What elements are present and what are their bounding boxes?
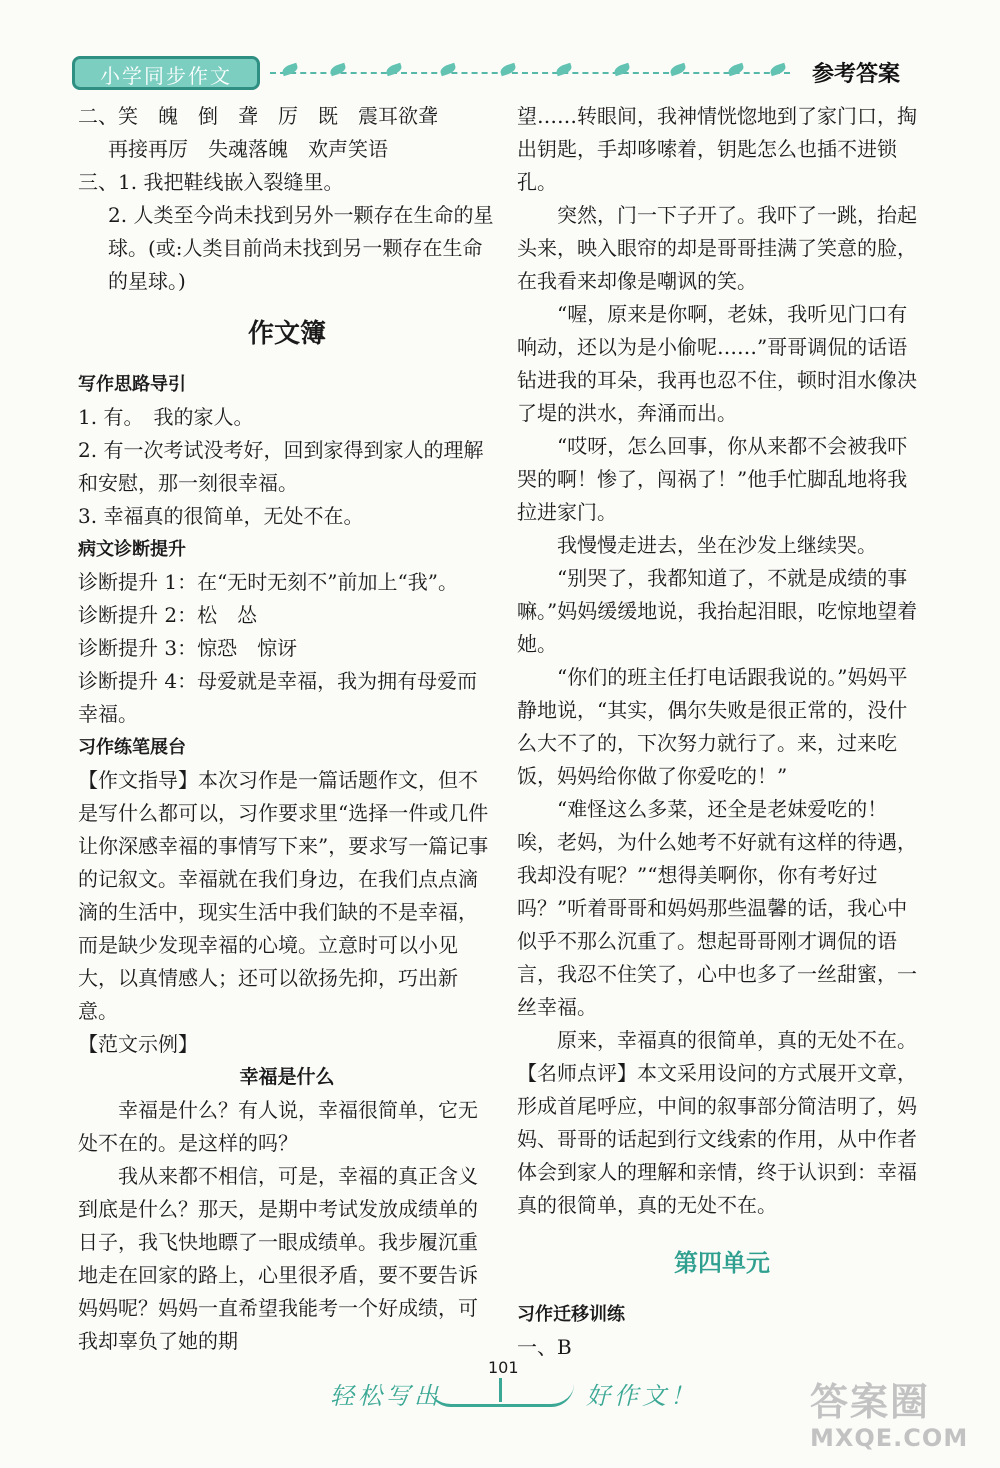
subheading: 写作思路导引 xyxy=(78,374,186,395)
example-label: 【范文示例】 xyxy=(78,1032,198,1056)
essay-paragraph: 幸福是什么？有人说，幸福很简单，它无处不在的。是这样的吗？ xyxy=(78,1098,478,1155)
page-header xyxy=(0,48,1000,98)
essay-paragraph: 望……转眼间，我神情恍惚地到了家门口，掏出钥匙，手却哆嗦着，钥匙怎么也插不进锁孔。 xyxy=(517,104,917,194)
right-column xyxy=(517,100,927,1364)
decorative-vine xyxy=(270,72,790,78)
section-title: 作文簿 xyxy=(247,319,326,349)
essay-paragraph: “哎呀，怎么回事，你从来都不会被我吓哭的啊！惨了，闯祸了！”他手忙脚乱地将我拉进家门。 xyxy=(517,434,908,524)
essay-title: 幸福是什么 xyxy=(239,1066,335,1088)
answer-line: 诊断提升 1：在“无时无刻不”前加上“我”。 xyxy=(78,570,458,594)
teacher-comment: 【名师点评】本文采用设问的方式展开文章，形成首尾呼应，中间的叙事部分简洁明了，妈妈、哥哥的话起到行文线索的作用，从中作者体会到家人的理解和亲情，终于认识到：幸福真的很简单，真的无处不在。 xyxy=(517,1061,917,1217)
subheading: 习作练笔展台 xyxy=(78,737,186,758)
watermark-bottom: MXQE.COM xyxy=(810,1424,969,1452)
essay-paragraph: 原来，幸福真的很简单，真的无处不在。 xyxy=(557,1028,917,1052)
answer-line: 诊断提升 2：松 怂 xyxy=(78,603,258,627)
essay-paragraph: 突然，门一下子开了。我吓了一跳，抬起头来，映入眼帘的却是哥哥挂满了笑意的脸，在我看来却像是嘲讽的笑。 xyxy=(517,203,917,293)
watermark xyxy=(810,1380,990,1464)
answer-line: 2. 有一次考试没考好，回到家得到家人的理解和安慰，那一刻很幸福。 xyxy=(78,438,484,495)
subheading: 病文诊断提升 xyxy=(78,539,186,560)
answer-line: 三、1. 我把鞋线嵌入裂缝里。 xyxy=(78,170,344,194)
answer-line: 2. 人类至今尚未找到另外一颗存在生命的星球。(或:人类目前尚未找到另一颗存在生命的星球。) xyxy=(108,203,494,293)
answer-line: 诊断提升 4：母爱就是幸福，我为拥有母爱而幸福。 xyxy=(78,669,478,726)
watermark-top: 答案圈 xyxy=(810,1380,931,1424)
essay-paragraph: 我慢慢走进去，坐在沙发上继续哭。 xyxy=(557,533,877,557)
footer-slogan-left: 轻松写出 xyxy=(330,1382,442,1410)
footer-slogan-right: 好作文！ xyxy=(586,1382,698,1410)
answer-line: 二、笑 魄 倒 聋 厉 既 震耳欲聋 xyxy=(78,104,438,128)
guidance-paragraph: 【作文指导】本次习作是一篇话题作文，但不是写什么都可以，习作要求里“选择一件或几件让你深感幸福的事情写下来”，要求写一篇记事的记叙文。幸福就在我们身边，在我们点点滴滴的生活中，现实生活中我们缺的不是幸福，而是缺少发现幸福的心境。立意时可以小见大，以真情感人；还可以欲扬先抑，巧出新意。 xyxy=(78,768,489,1023)
subheading: 习作迁移训练 xyxy=(517,1304,625,1325)
page-number: 101 xyxy=(488,1358,519,1377)
essay-paragraph: “你们的班主任打电话跟我说的。”妈妈平静地说，“其实，偶尔失败是很正常的，没什么大不了的，下次努力就行了。来，过来吃饭，妈妈给你做了你爱吃的！” xyxy=(517,665,908,788)
answer-line: 诊断提升 3：惊恐 惊讶 xyxy=(78,636,298,660)
answer-line: 1. 有。 我的家人。 xyxy=(78,405,254,429)
essay-paragraph: “难怪这么多菜，还全是老妹爱吃的！唉，老妈，为什么她考不好就有这样的待遇，我却没有呢？”“想得美啊你，你有考好过吗？”听着哥哥和妈妈那些温馨的话，我心中似乎不那么沉重了。想起哥哥刚才调侃的语言，我忍不住笑了，心中也多了一丝甜蜜，一丝幸福。 xyxy=(517,797,917,1019)
left-column xyxy=(78,100,496,1358)
answer-line: 一、B xyxy=(517,1335,572,1359)
essay-paragraph: “别哭了，我都知道了，不就是成绩的事嘛。”妈妈缓缓地说，我抬起泪眼，吃惊地望着她。 xyxy=(517,566,918,656)
answer-line: 再接再厉 失魂落魄 欢声笑语 xyxy=(108,137,388,161)
essay-paragraph: “喔，原来是你啊，老妹，我听见门口有响动，还以为是小偷呢……”哥哥调侃的话语钻进我的耳朵，我再也忍不住，顿时泪水像决了堤的洪水，奔涌而出。 xyxy=(517,302,917,425)
unit-title: 第四单元 xyxy=(674,1249,770,1277)
open-book-icon xyxy=(428,1384,574,1407)
essay-paragraph: 我从来都不相信，可是，幸福的真正含义到底是什么？那天，是期中考试发放成绩单的日子，我飞快地瞟了一眼成绩单。我步履沉重地走在回家的路上，心里很矛盾，要不要告诉妈妈呢？妈妈一直希望我能考一个好成绩，可我却辜负了她的期 xyxy=(78,1164,478,1353)
brand-badge: 小学同步作文 xyxy=(72,56,260,90)
header-title: 参考答案 xyxy=(812,62,901,87)
answer-line: 3. 幸福真的很简单，无处不在。 xyxy=(78,504,364,528)
